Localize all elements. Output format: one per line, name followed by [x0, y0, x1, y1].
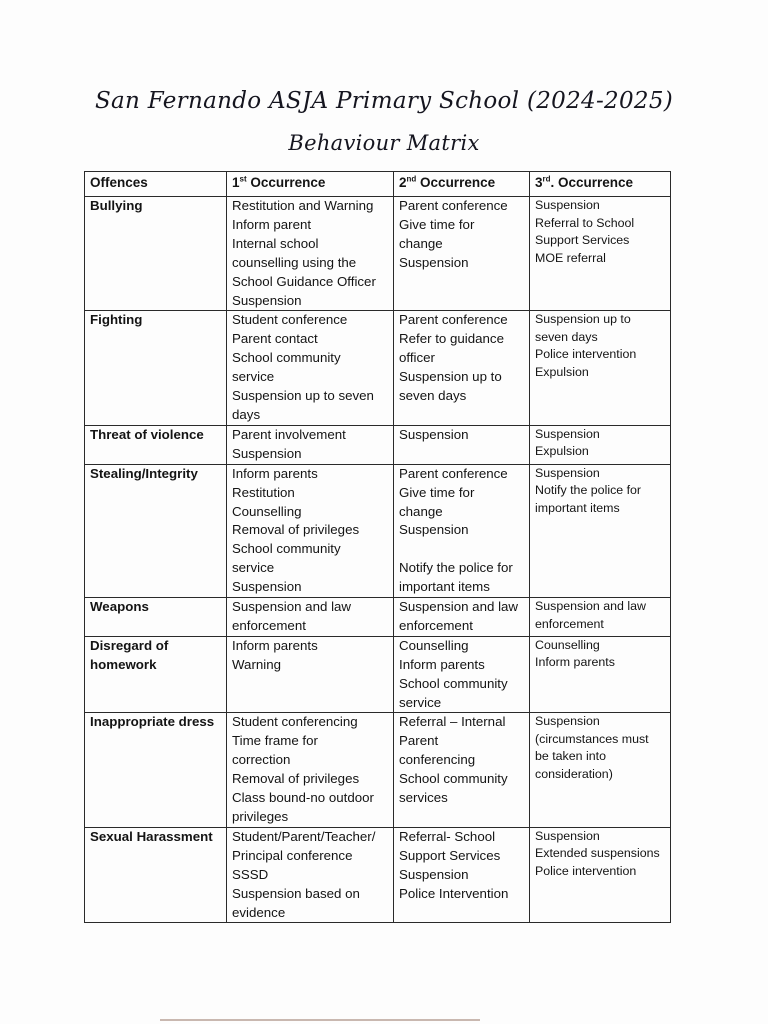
first-occurrence-cell [227, 311, 394, 425]
cell-line: privileges [232, 809, 289, 824]
cell-line: Notify the police for [535, 483, 642, 498]
cell-line: Parent [399, 733, 439, 749]
first-occurrence-cell [227, 464, 394, 597]
cell-line: Support Services [535, 233, 630, 247]
table-row [85, 464, 671, 597]
cell-line: Police intervention [535, 347, 637, 362]
cell-line: service [399, 694, 442, 710]
cell-line: Time frame for [232, 733, 318, 749]
cell-line: Suspension [399, 426, 469, 442]
behaviour-matrix-table [84, 171, 671, 923]
cell-line: Disregard of [90, 637, 169, 653]
header-second-rest: Occurrence [416, 175, 496, 190]
cell-line: Suspension and law [232, 599, 352, 615]
cell-line: Suspension based on [232, 885, 360, 901]
cell-line: Police Intervention [399, 885, 509, 901]
header-first-sup: st [239, 174, 247, 184]
cell-line: Counselling [535, 637, 600, 652]
cell-line: be taken into [535, 749, 606, 764]
cell-line: Sexual Harassment [90, 828, 213, 844]
cell-line: important items [535, 500, 620, 515]
cell-line: Give time for [399, 216, 475, 232]
cell-line: services [399, 790, 448, 806]
cell-line: Suspension [399, 866, 469, 882]
table-row [85, 311, 671, 425]
cell-line: change [399, 503, 443, 519]
second-occurrence-cell [394, 598, 530, 637]
cell-line: change [399, 235, 443, 251]
second-occurrence-cell [394, 311, 530, 425]
cell-line: officer [399, 350, 435, 366]
header-third-num: 3 [535, 175, 543, 190]
offence-cell [85, 636, 227, 713]
cell-line: Suspension [535, 465, 600, 480]
third-occurrence-cell [530, 713, 671, 827]
cell-line: Removal of privileges [232, 771, 360, 787]
second-occurrence-cell [394, 197, 530, 311]
header-first-num: 1 [232, 175, 240, 190]
cell-line: Parent contact [232, 331, 318, 347]
cell-line: Removal of privileges [232, 522, 360, 538]
cell-line: Suspension and law [399, 599, 519, 615]
header-third-occurrence [530, 172, 671, 197]
cell-line: Suspension [535, 198, 600, 212]
cell-line: Referral- School [399, 828, 496, 844]
cell-line: Expulsion [535, 364, 589, 379]
cell-line: Inform parents [535, 655, 615, 670]
cell-line: Inform parents [399, 656, 485, 672]
cell-line: Restitution [232, 484, 295, 500]
third-occurrence-cell [530, 464, 671, 597]
cell-line: Police intervention [535, 863, 637, 878]
cell-line: Class bound-no outdoor [232, 790, 374, 806]
table-row [85, 636, 671, 713]
cell-line: Suspension [535, 714, 600, 729]
second-occurrence-cell [394, 464, 530, 597]
header-row [85, 172, 671, 197]
header-third-sup: rd [542, 174, 551, 184]
cell-line: correction [232, 752, 291, 768]
table-row [85, 425, 671, 464]
cell-line: conferencing [399, 752, 476, 768]
second-occurrence-cell [394, 827, 530, 923]
cell-line: important items [399, 579, 490, 595]
cell-line: Suspension [232, 292, 302, 308]
first-occurrence-cell [227, 827, 394, 923]
cell-line: consideration) [535, 766, 613, 781]
cell-line: Inform parent [232, 216, 312, 232]
cell-line: seven days [535, 329, 598, 344]
cell-line: Parent conference [399, 312, 508, 328]
third-occurrence-cell [530, 827, 671, 923]
cell-line: Inform parents [232, 637, 318, 653]
offence-cell [85, 197, 227, 311]
cell-line: days [232, 406, 261, 422]
cell-line: Parent conference [399, 465, 508, 481]
page-edge-mark [160, 1019, 480, 1021]
first-occurrence-cell [227, 598, 394, 637]
cell-line: Notify the police for [399, 560, 513, 576]
cell-line: Counselling [399, 637, 469, 653]
cell-line: Referral to School [535, 215, 635, 230]
cell-line: enforcement [535, 616, 604, 631]
cell-line: Suspension [535, 828, 600, 843]
table-row [85, 827, 671, 923]
cell-line: Restitution and Warning [232, 198, 374, 213]
offence-cell [85, 464, 227, 597]
cell-line: service [232, 560, 275, 576]
second-occurrence-cell [394, 425, 530, 464]
third-occurrence-cell [530, 197, 671, 311]
cell-line: School community [232, 541, 341, 557]
cell-line: Internal school [232, 235, 319, 251]
offence-cell [85, 827, 227, 923]
cell-line: Inform parents [232, 465, 318, 481]
first-occurrence-cell [227, 425, 394, 464]
cell-line: evidence [232, 904, 286, 920]
cell-line: Warning [232, 656, 282, 672]
cell-line: service [232, 369, 275, 385]
cell-line: Suspension up to seven [232, 388, 374, 404]
matrix-body [85, 197, 671, 923]
cell-line: Suspension [535, 426, 600, 441]
offence-cell [85, 598, 227, 637]
header-second-occurrence [394, 172, 530, 197]
first-occurrence-cell [227, 636, 394, 713]
cell-line: (circumstances must [535, 731, 649, 746]
cell-line: Weapons [90, 599, 149, 615]
header-offences-label: Offences [90, 175, 148, 190]
cell-line: Fighting [90, 312, 143, 328]
cell-line: Suspension [399, 254, 469, 270]
cell-line: Suspension and law [535, 599, 646, 614]
cell-line: Threat of violence [90, 426, 204, 442]
cell-line: Counselling [232, 503, 302, 519]
cell-line: Student conferencing [232, 714, 358, 730]
cell-line: Suspension up to [399, 369, 502, 385]
cell-line: Inappropriate dress [90, 714, 215, 730]
cell-line: Refer to guidance [399, 331, 504, 347]
header-third-rest: . Occurrence [550, 175, 634, 190]
header-second-num: 2 [399, 175, 407, 190]
cell-line: seven days [399, 388, 467, 404]
cell-line: Suspension [232, 579, 302, 595]
cell-line: Extended suspensions [535, 846, 660, 861]
header-offences [85, 172, 227, 197]
header-first-rest: Occurrence [246, 175, 326, 190]
cell-line: homework [90, 656, 157, 672]
cell-line: School community [232, 350, 341, 366]
cell-line: Suspension up to [535, 312, 631, 327]
cell-line: Parent involvement [232, 426, 346, 442]
cell-line: Principal conference [232, 847, 353, 863]
third-occurrence-cell [530, 636, 671, 713]
cell-line: Student conference [232, 312, 348, 328]
table-row [85, 197, 671, 311]
header-second-sup: nd [406, 174, 417, 184]
cell-line: enforcement [399, 617, 473, 633]
cell-line: Give time for [399, 484, 475, 500]
header-first-occurrence [227, 172, 394, 197]
cell-line: Suspension [399, 522, 469, 538]
cell-line: Referral – Internal [399, 714, 506, 730]
cell-line: Expulsion [535, 444, 589, 459]
cell-line: Support Services [399, 847, 501, 863]
cell-line: counselling using the [232, 254, 357, 270]
cell-line: School Guidance Officer [232, 273, 376, 289]
cell-line: MOE referral [535, 250, 606, 265]
school-title: San Fernando ASJA Primary School (2024-2025) [94, 88, 674, 114]
table-row [85, 713, 671, 827]
cell-line: Student/Parent/Teacher/ [232, 828, 376, 844]
offence-cell [85, 425, 227, 464]
second-occurrence-cell [394, 636, 530, 713]
table-row [85, 598, 671, 637]
cell-line: Bullying [90, 198, 143, 213]
offence-cell [85, 311, 227, 425]
cell-line: Parent conference [399, 198, 508, 213]
cell-line: School community [399, 771, 508, 787]
third-occurrence-cell [530, 598, 671, 637]
first-occurrence-cell [227, 713, 394, 827]
cell-line [399, 540, 525, 559]
cell-line: enforcement [232, 617, 306, 633]
third-occurrence-cell [530, 425, 671, 464]
cell-line: SSSD [232, 866, 269, 882]
cell-line: School community [399, 675, 508, 691]
cell-line: Suspension [232, 445, 302, 461]
offence-cell [85, 713, 227, 827]
first-occurrence-cell [227, 197, 394, 311]
third-occurrence-cell [530, 311, 671, 425]
cell-line: Stealing/Integrity [90, 465, 198, 481]
second-occurrence-cell [394, 713, 530, 827]
matrix-title: Behaviour Matrix [288, 131, 480, 155]
